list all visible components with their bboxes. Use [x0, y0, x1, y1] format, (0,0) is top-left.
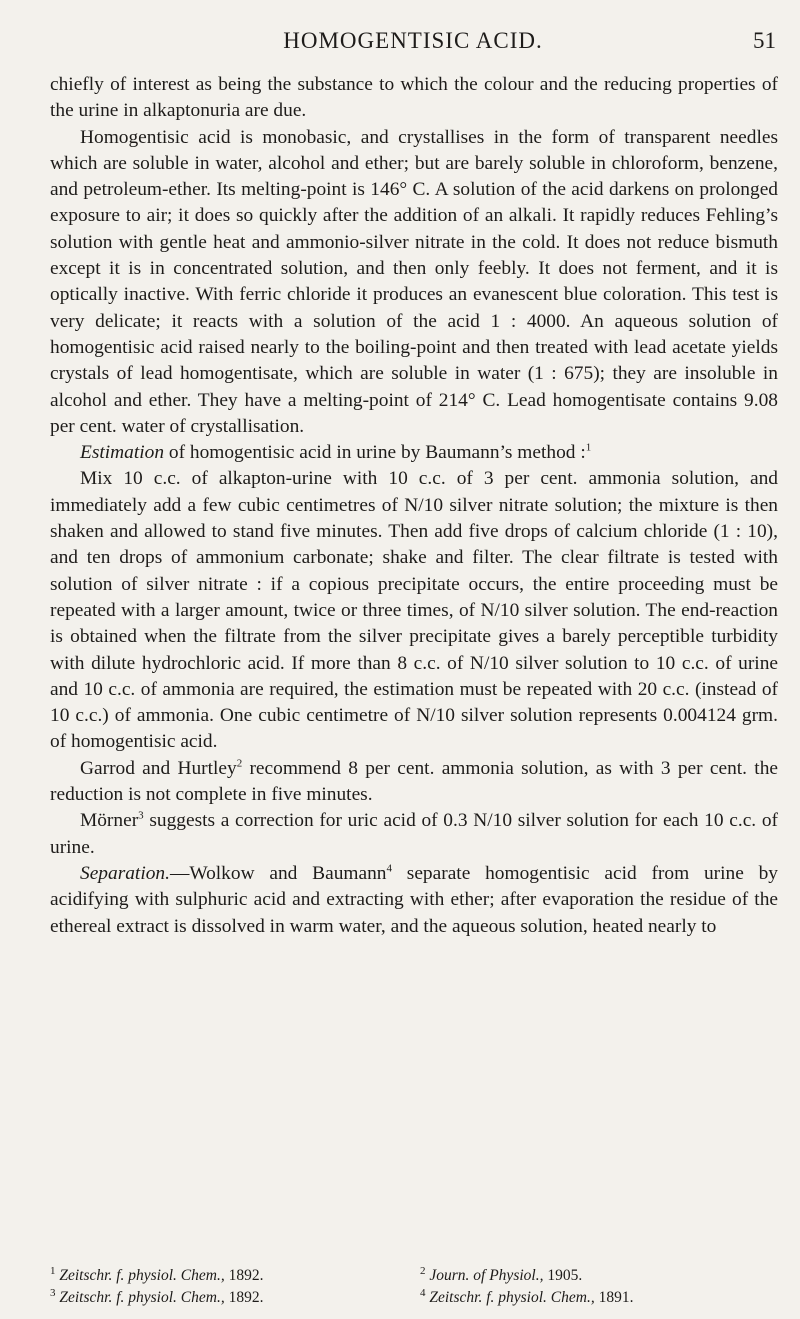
paragraph-text: Mix 10 c.c. of alkapton-urine with 10 c.c. of 3 per cent. ammonia solution, and immediately add a few cubic centimetres of N/10 silver nitrate solution; the mixture is then shaken and allowed to stand five minutes. Then add five drops of calcium chloride (1 : 10), and ten drops of ammonium carbonate; shake and filter. The clear filtrate is tested with solution of silver nitrate : if a copious precipitate occurs, the entire proceeding must be repeated with a larger amount, twice or three times, of N/10 silver solution. The end-reaction is obtained when the filtrate from the silver precipitate gives a barely perceptible turbidity with dilute hydrochloric acid. If more than 8 c.c. of N/10 silver solution to 10 c.c. of urine and 10 c.c. of ammonia are required, the estimation must be repeated with 20 c.c. (instead of 10 c.c.) of ammonia. One cubic centimetre of N/10 silver solution represents 0.004124 grm. of homogentisic acid. — [50, 468, 778, 753]
paragraph-text: chiefly of interest as being the substance to which the colour and the reducing properties of the urine in alkaptonuria are due. — [50, 74, 778, 122]
paragraph-text: separate homogentisic acid from urine by acidifying with sulphuric acid and extracting with ether; after evaporation the residue of the ethereal extract is dissolved in warm water, and the aqueous solution, heated nearly to — [50, 862, 778, 937]
footnotes — [50, 1265, 790, 1309]
running-head — [50, 24, 776, 58]
footnote-number: 2 — [420, 1264, 426, 1277]
footnote-source: Zeitschr. f. physiol. Chem., — [59, 1267, 225, 1284]
footnote-number: 3 — [50, 1286, 56, 1299]
paragraph-garrod — [50, 756, 778, 809]
footnote-ref: 4 — [386, 862, 392, 875]
paragraph-text: of homogentisic acid in urine by Baumann’s method : — [164, 442, 586, 464]
footnote-source: Zeitschr. f. physiol. Chem., — [59, 1289, 225, 1306]
footnote-ref: 3 — [138, 809, 144, 822]
paragraph-separation — [50, 861, 778, 940]
footnote-year: 1905. — [543, 1267, 583, 1284]
footnote-ref: 2 — [236, 757, 243, 770]
footnote-3 — [50, 1287, 420, 1309]
paragraph-text: Mörner — [80, 810, 139, 832]
running-title: HOMOGENTISIC ACID. — [283, 28, 543, 53]
footnote-year: 1891. — [594, 1289, 634, 1306]
footnote-source: Zeitschr. f. physiol. Chem., — [429, 1289, 595, 1306]
paragraph-text: Homogentisic acid is monobasic, and crystallises in the form of transparent needles which are soluble in water, alcohol and ether; but are barely soluble in chloroform, benzene, and petroleum-ether. Its melting-point is 146° C. A solution of the acid darkens on prolonged exposure to air; it does so quickly after the addition of an alkali. It rapidly reduces Fehling’s solution with gentle heat and ammonio-silver nitrate in the cold. It does not reduce bismuth except it is in concentrated solution, and then only feebly. It does not ferment, and it is optically inactive. With ferric chloride it produces an evanescent blue coloration. This test is very delicate; it reacts with a solution of the acid 1 : 4000. An aqueous solution of homogentisic acid raised nearly to the boiling-point and then treated with lead acetate yields crystals of lead homogentisate, which are soluble in water (1 : 675); they are insoluble in alcohol and ether. They have a melting-point of 214° C. Lead homogentisate contains 9.08 per cent. water of crystallisation. — [50, 126, 778, 437]
footnote-year: 1892. — [224, 1289, 264, 1306]
paragraph-text: suggests a correction for uric acid of 0.3 N/10 silver solution for each 10 c.c. of urine. — [50, 810, 778, 858]
paragraph-method — [50, 466, 778, 755]
footnote-number: 4 — [420, 1286, 426, 1299]
page-number: 51 — [753, 28, 776, 53]
body-text — [50, 72, 778, 940]
footnote-year: 1892. — [224, 1267, 264, 1284]
paragraph-text: Garrod and Hurtley — [80, 757, 237, 779]
paragraph-text: recommend 8 per cent. ammonia solution, as with 3 per cent. the reduction is not complete in five minutes. — [50, 757, 778, 806]
footnote-4 — [420, 1287, 790, 1309]
footnote-2 — [420, 1265, 790, 1287]
footnote-1 — [50, 1265, 420, 1287]
paragraph-intro — [50, 72, 778, 125]
footnote-row — [50, 1287, 790, 1309]
estimation-lead: Estimation — [80, 442, 165, 464]
footnote-ref: 1 — [585, 441, 592, 454]
paragraph-text: —Wolkow and Baumann — [169, 862, 387, 884]
paragraph-properties — [50, 125, 778, 441]
footnote-row — [50, 1265, 790, 1287]
footnote-source: Journ. of Physiol., — [429, 1267, 544, 1284]
footnote-number: 1 — [50, 1264, 56, 1277]
separation-lead: Separation. — [80, 862, 170, 884]
paragraph-morner — [50, 808, 778, 861]
paragraph-estimation-heading — [50, 440, 778, 466]
